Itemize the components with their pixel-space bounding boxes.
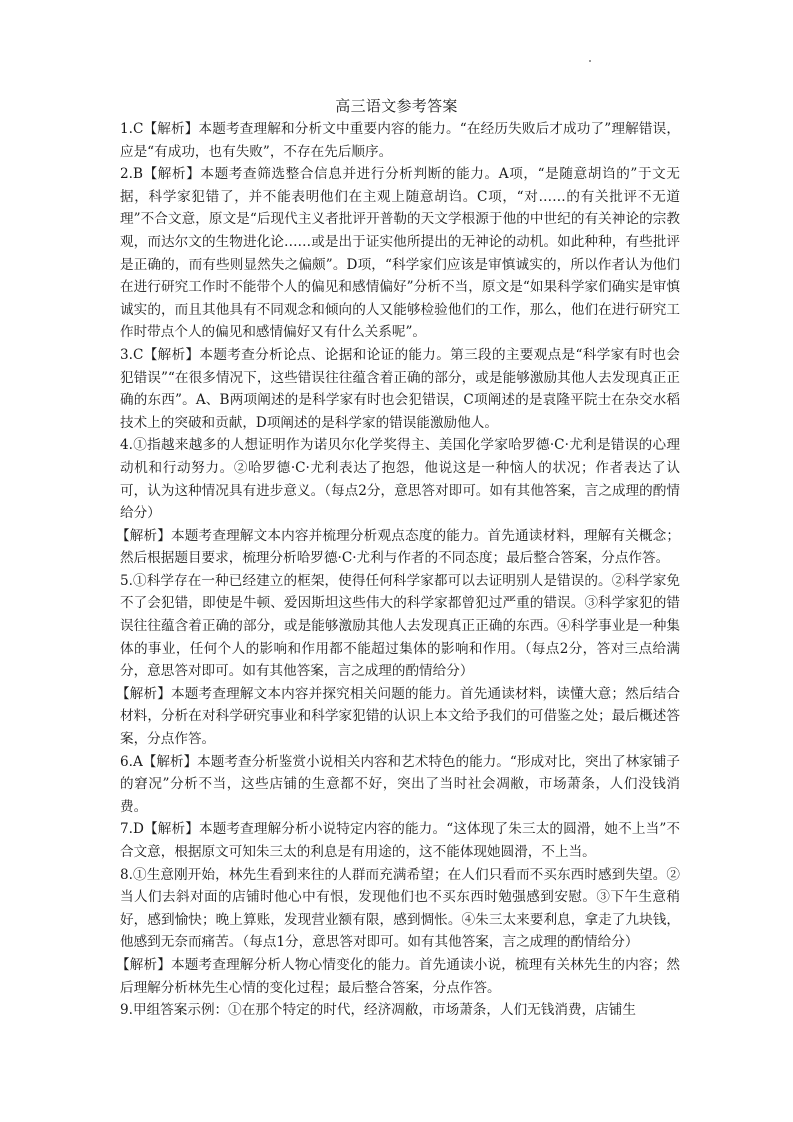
page-title: 高三语文参考答案 — [335, 97, 458, 115]
answer-4: 4.①指越来越多的人想证明作为诺贝尔化学奖得主、美国化学家哈罗德·C·尤利是错误的心理动机和行动努力。②哈罗德·C·尤利表达了抱怨，他说这是一种恼人的状况；作者表达了认可，认为这种情况具有进步意义。（每点2分，意思答对即可。如有其他答案，言之成理的酌情给分） — [120, 437, 680, 522]
answer-6: 6.A【解析】本题考查分析鉴赏小说相关内容和艺术特色的能力。“形成对比，突出了林家铺子的窘况”分析不当，这些店铺的生意都不好，突出了当时社会凋敝，市场萧条，人们没钱消费。 — [120, 753, 680, 815]
answer-2: 2.B【解析】本题考查筛选整合信息并进行分析判断的能力。A项，“是随意胡诌的”于文无据，科学家犯错了，并不能表明他们在主观上随意胡诌。C项，“对……的有关批评不无道理”不合文意，原文是“后现代主义者批评开普勒的天文学根源于他的中世纪的有关神论的宗教观，而达尔文的生物进化论……或是出于证实他所提出的无神论的动机。如此种种，有些批评是正确的，而有些则显然失之偏颇”。D项，“科学家们应该是审慎诚实的，所以作者认为他们在进行研究工作时不能带个人的偏见和感情偏好”分析不当，原文是“如果科学家们确实是审慎诚实的，而且其他具有不同观念和倾向的人又能够检验他们的工作，那么，他们在进行研究工作时带点个人的偏见和感情偏好又有什么关系呢”。 — [120, 166, 680, 341]
answer-1: 1.C【解析】本题考查理解和分析文中重要内容的能力。“在经历失败后才成功了”理解错误，应是“有成功，也有失败”，不存在先后顺序。 — [120, 121, 680, 160]
answer-5: 5.①科学存在一种已经建立的框架，使得任何科学家都可以去证明别人是错误的。②科学家免不了会犯错，即使是牛顿、爱因斯坦这些伟大的科学家都曾犯过严重的错误。③科学家犯的错误往往蕴含着正确的部分，或是能够激励其他人去发现真正正确的东西。④科学事业是一种集体的事业，任何个人的影响和作用都不能超过集体的影响和作用。（每点2分，答对三点给满分，意思答对即可。如有其他答案，言之成理的酌情给分） — [120, 572, 680, 680]
analysis-4: 【解析】本题考查理解文本内容并梳理分析观点态度的能力。首先通读材料，理解有关概念；然后根据题目要求，梳理分析哈罗德·C·尤利与作者的不同态度；最后整合答案，分点作答。 — [116, 527, 680, 567]
answer-content — [116, 118, 680, 1022]
analysis-8: 【解析】本题考查理解分析人物心情变化的能力。首先通读小说，梳理有关林先生的内容；然后理解分析林先生心情的变化过程；最后整合答案，分点作答。 — [116, 956, 680, 996]
page-mark-dot — [589, 60, 591, 62]
answer-9: 9.甲组答案示例：①在那个特定的时代，经济凋敝，市场萧条，人们无钱消费，店铺生 — [120, 1002, 636, 1019]
answer-8: 8.①生意刚开始，林先生看到来往的人群而充满希望；在人们只看而不买东西时感到失望。②当人们去斜对面的店铺时他心中有恨，发现他们也不买东西时勉强感到安慰。③下午生意稍好，感到愉快；晚上算账，发现营业额有限，感到惆怅。④朱三太来要利息，拿走了九块钱，他感到无奈而痛苦。（每点1分，意思答对即可。如有其他答案，言之成理的酌情给分） — [120, 866, 680, 951]
answer-7: 7.D【解析】本题考查理解分析小说特定内容的能力。“这体现了朱三太的圆滑，她不上当”不合文意，根据原文可知朱三太的利息是有用途的，这不能体现她圆滑，不上当。 — [120, 821, 680, 860]
analysis-5: 【解析】本题考查理解文本内容并探究相关问题的能力。首先通读材料，读懂大意；然后结合材料，分析在对科学研究事业和科学家犯错的认识上本文给予我们的可借鉴之处；最后概述答案，分点作答。 — [116, 685, 680, 748]
answer-3: 3.C【解析】本题考查分析论点、论据和论证的能力。第三段的主要观点是“科学家有时也会犯错误”“在很多情况下，这些错误往往蕴含着正确的部分，或是能够激励其他人去发现真正正确的东西”。A、B两项阐述的是科学家有时也会犯错误，C项阐述的是袁隆平院士在杂交水稻技术上的突破和贡献，D项阐述的是科学家的错误能激励他人。 — [120, 346, 680, 431]
